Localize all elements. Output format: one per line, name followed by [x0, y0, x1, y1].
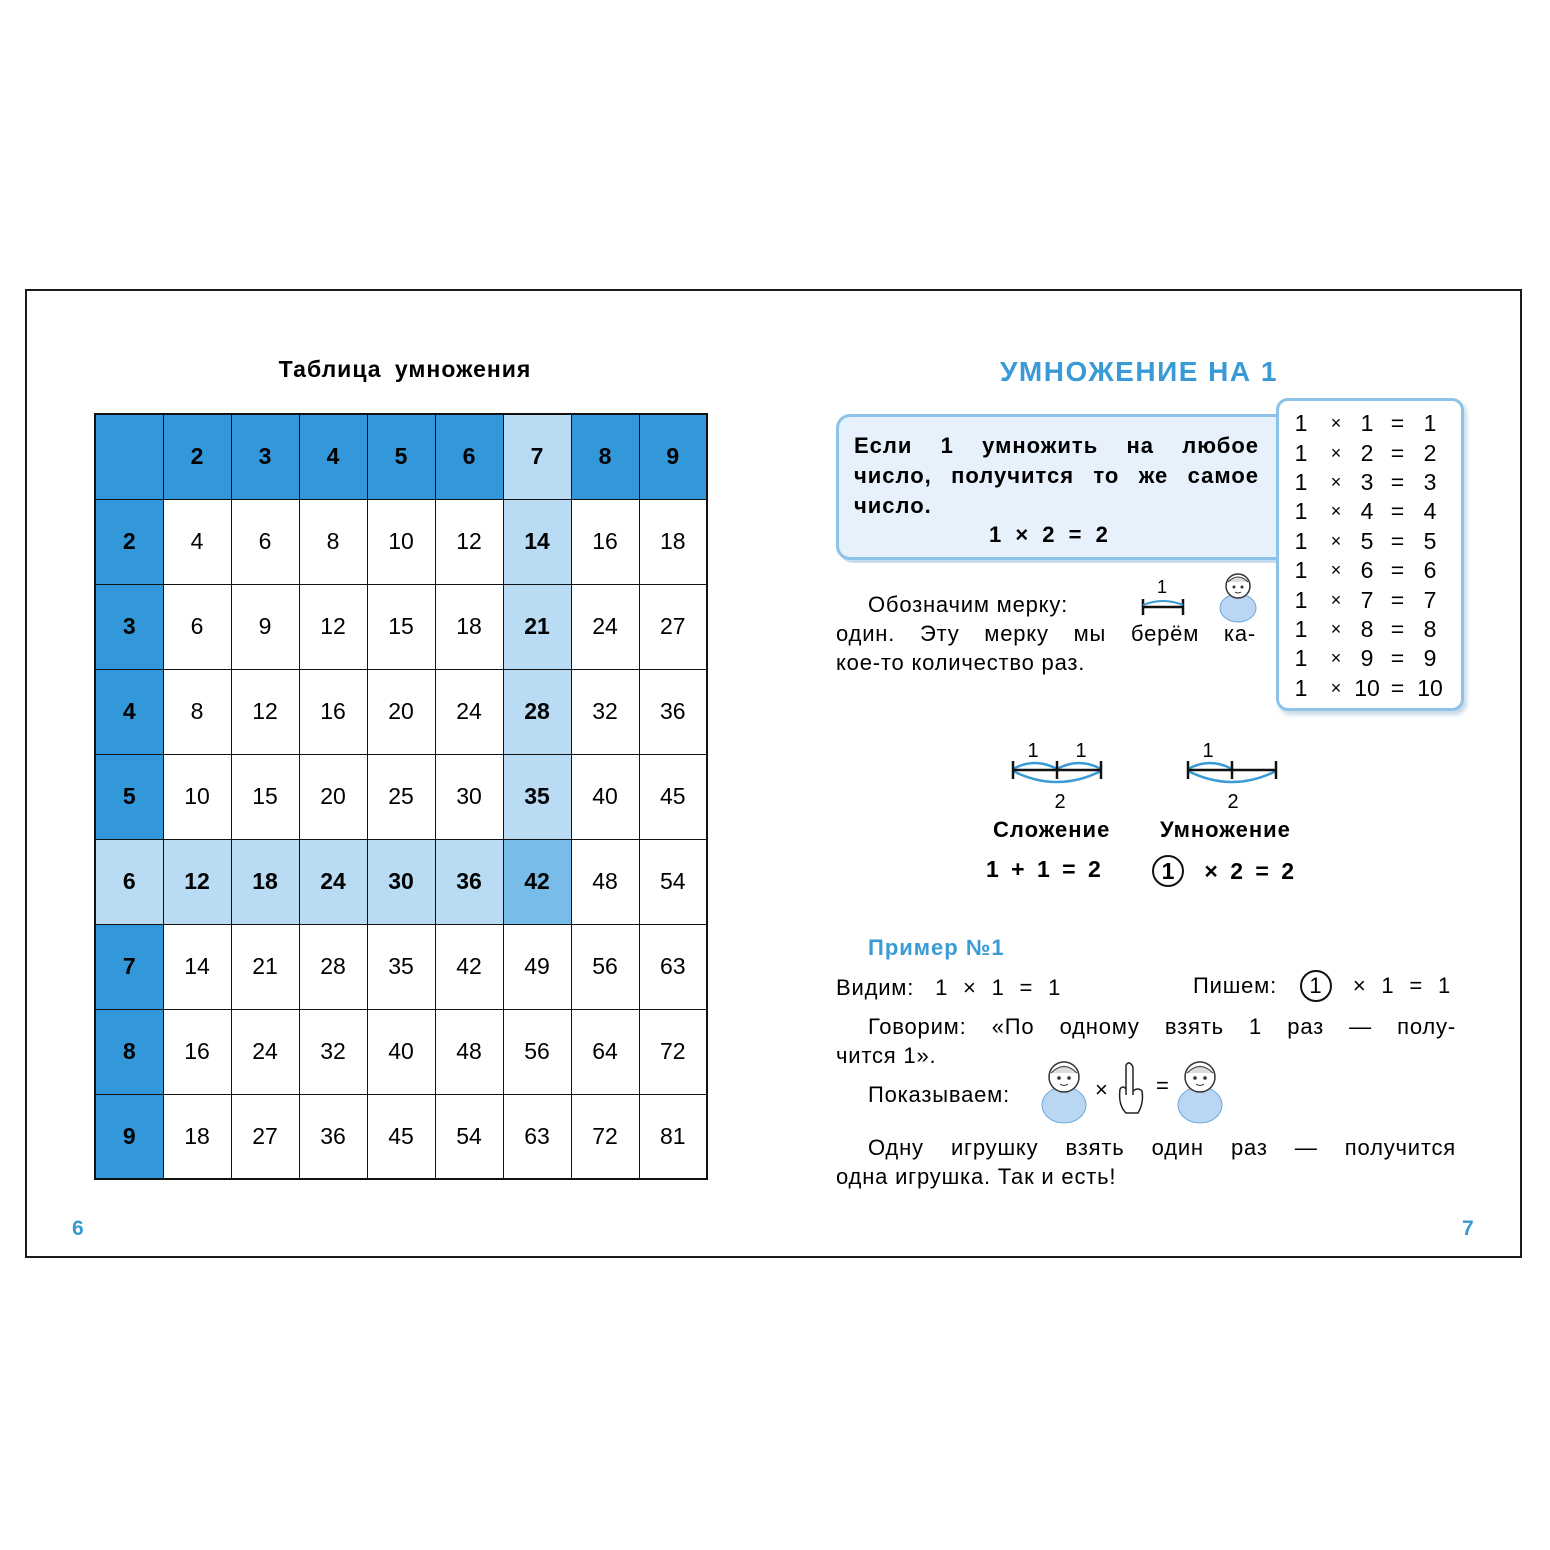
- svg-text:2: 2: [1227, 791, 1239, 813]
- table-cell: 12: [231, 669, 299, 754]
- equation-token: 1: [1294, 615, 1308, 642]
- table-cell: 63: [503, 1094, 571, 1179]
- equation-token: =: [1390, 527, 1405, 554]
- roly-poly-toy-icon: [1042, 1062, 1086, 1123]
- equation-token: =: [1390, 674, 1405, 701]
- table-cell: 16: [299, 669, 367, 754]
- table-cell: 56: [503, 1009, 571, 1094]
- svg-text:2: 2: [1054, 791, 1066, 813]
- equation-token: 7: [1423, 586, 1437, 613]
- table-cell: 56: [571, 924, 639, 1009]
- table-cell: 64: [571, 1009, 639, 1094]
- table-cell: 15: [367, 584, 435, 669]
- table-cell: 6: [163, 584, 231, 669]
- table-cell: 36: [435, 839, 503, 924]
- equation-token: ×: [1330, 589, 1342, 610]
- table-row: [95, 584, 707, 669]
- equation-row: [1279, 438, 1461, 467]
- equation-token: 9: [1423, 645, 1437, 672]
- equation-row: [1279, 644, 1461, 673]
- table-cell: 32: [299, 1009, 367, 1094]
- equation-token: 3: [1423, 468, 1437, 495]
- equation-token: 1: [1360, 410, 1374, 437]
- example-title: Пример №1: [868, 935, 1005, 960]
- table-cell: 40: [571, 754, 639, 839]
- row-header-cell: 5: [95, 754, 163, 839]
- table-cell: 45: [367, 1094, 435, 1179]
- page-number-right: 7: [1462, 1217, 1474, 1240]
- column-header-cell: 7: [503, 414, 571, 499]
- measure-line2: один. Эту мерку мы берём ка-: [836, 621, 1256, 646]
- table-cell: 12: [435, 499, 503, 584]
- equation-token: =: [1390, 468, 1405, 495]
- svg-text:1: 1: [1075, 740, 1087, 762]
- table-cell: 45: [639, 754, 707, 839]
- table-cell: 15: [231, 754, 299, 839]
- table-cell: 16: [571, 499, 639, 584]
- table-cell: 54: [639, 839, 707, 924]
- column-header-cell: 8: [571, 414, 639, 499]
- table-cell: 72: [571, 1094, 639, 1179]
- say-line2: чится 1».: [836, 1043, 937, 1068]
- equation-token: 1: [1423, 410, 1437, 437]
- equation-token: 1: [1294, 645, 1308, 672]
- table-cell: 8: [163, 669, 231, 754]
- equation-token: 1: [1294, 439, 1308, 466]
- table-cell: 36: [639, 669, 707, 754]
- svg-text:1: 1: [1027, 740, 1039, 762]
- equation-token: =: [1390, 410, 1405, 437]
- table-cell: 24: [571, 584, 639, 669]
- equation-token: =: [1390, 557, 1405, 584]
- equation-row: [1279, 527, 1461, 556]
- equation-token: ×: [1330, 648, 1342, 669]
- measure-line1: Обозначим мерку:: [868, 592, 1069, 617]
- write-line: Пишем: 1 × 1 = 1: [1193, 970, 1451, 1002]
- column-header-cell: [95, 414, 163, 499]
- equals-sign: =: [1156, 1073, 1169, 1098]
- equation-token: =: [1390, 615, 1405, 642]
- equation-token: 9: [1360, 645, 1374, 672]
- equation-row: [1279, 674, 1461, 703]
- table-cell: 40: [367, 1009, 435, 1094]
- table-cell: 24: [435, 669, 503, 754]
- table-cell: 35: [503, 754, 571, 839]
- equation-row: [1279, 497, 1461, 526]
- table-cell: 18: [639, 499, 707, 584]
- equation-token: 1: [1294, 410, 1308, 437]
- table-cell: 81: [639, 1094, 707, 1179]
- equation-token: 1: [1294, 498, 1308, 525]
- column-header-cell: 5: [367, 414, 435, 499]
- equation-token: ×: [1330, 530, 1342, 551]
- table-cell: 35: [367, 924, 435, 1009]
- table-cell: 6: [231, 499, 299, 584]
- equation-token: ×: [1330, 442, 1342, 463]
- addition-equation: 1 + 1 = 2: [986, 856, 1101, 882]
- table-cell: 25: [367, 754, 435, 839]
- times-sign: ×: [1095, 1077, 1108, 1102]
- table-cell: 49: [503, 924, 571, 1009]
- rule-equation: 1 × 2 = 2: [989, 522, 1108, 547]
- measure-label: 1: [1156, 577, 1168, 597]
- multiplication-equation: 1 × 2 = 2: [1152, 855, 1294, 887]
- table-cell: 20: [299, 754, 367, 839]
- equation-token: 1: [1294, 586, 1308, 613]
- equation-token: 4: [1360, 498, 1374, 525]
- table-cell: 28: [299, 924, 367, 1009]
- page-title: УМНОЖЕНИЕ НА 1: [1000, 356, 1278, 387]
- equation-token: 2: [1423, 439, 1437, 466]
- table-row: [95, 1009, 707, 1094]
- equation-token: 3: [1360, 468, 1374, 495]
- equation-token: 5: [1360, 527, 1374, 554]
- row-header-cell: 4: [95, 669, 163, 754]
- table-cell: 27: [231, 1094, 299, 1179]
- table-cell: 9: [231, 584, 299, 669]
- table-cell: 30: [367, 839, 435, 924]
- equation-token: 8: [1423, 615, 1437, 642]
- equation-token: 1: [1294, 527, 1308, 554]
- column-header-cell: 6: [435, 414, 503, 499]
- see-line: Видим: 1 × 1 = 1: [836, 975, 1062, 1000]
- measure-line3: кое-то количество раз.: [836, 650, 1086, 675]
- row-header-cell: 7: [95, 924, 163, 1009]
- table-row: [95, 499, 707, 584]
- addition-diagram: [1005, 735, 1110, 815]
- row-header-cell: 9: [95, 1094, 163, 1179]
- table-cell: 54: [435, 1094, 503, 1179]
- page-number-left: 6: [72, 1217, 84, 1240]
- one-finger-hand-icon: [1120, 1063, 1143, 1113]
- equation-token: 2: [1360, 439, 1374, 466]
- multiplication-caption: Умножение: [1160, 817, 1291, 842]
- table-cell: 36: [299, 1094, 367, 1179]
- table-row: [95, 839, 707, 924]
- equation-token: =: [1390, 498, 1405, 525]
- equation-token: 6: [1360, 557, 1374, 584]
- table-cell: 18: [163, 1094, 231, 1179]
- table-cell: 16: [163, 1009, 231, 1094]
- equation-token: 1: [1294, 674, 1308, 701]
- equation-token: 1: [1294, 557, 1308, 584]
- row-header-cell: 3: [95, 584, 163, 669]
- table-cell: 30: [435, 754, 503, 839]
- table-cell: 14: [163, 924, 231, 1009]
- show-label: Показываем:: [868, 1082, 1010, 1107]
- row-header-cell: 2: [95, 499, 163, 584]
- row-header-cell: 6: [95, 839, 163, 924]
- equation-row: [1279, 556, 1461, 585]
- table-cell: 8: [299, 499, 367, 584]
- equation-token: ×: [1330, 677, 1342, 698]
- equation-row: [1279, 615, 1461, 644]
- table-cell: 24: [299, 839, 367, 924]
- measure-icon: [1138, 575, 1190, 617]
- equation-token: =: [1390, 439, 1405, 466]
- table-cell: 72: [639, 1009, 707, 1094]
- equation-token: ×: [1330, 501, 1342, 522]
- row-header-cell: 8: [95, 1009, 163, 1094]
- multiplication-diagram: [1180, 735, 1285, 815]
- column-header-cell: 9: [639, 414, 707, 499]
- table-cell: 21: [231, 924, 299, 1009]
- circled-one-example: 1: [1300, 970, 1332, 1002]
- table-cell: 10: [367, 499, 435, 584]
- equations-list: [1276, 398, 1464, 711]
- column-header-cell: 4: [299, 414, 367, 499]
- addition-caption: Сложение: [993, 817, 1111, 842]
- equation-token: ×: [1330, 560, 1342, 581]
- table-header-row: [95, 414, 707, 499]
- equation-row: [1279, 468, 1461, 497]
- equation-token: ×: [1330, 471, 1342, 492]
- show-illustration: [1038, 1055, 1232, 1127]
- rule-text: Если 1 умножить на любое число, получится то же самое число.: [854, 433, 1259, 518]
- table-row: [95, 924, 707, 1009]
- table-cell: 48: [571, 839, 639, 924]
- table-row: [95, 669, 707, 754]
- conclusion-line2: одна игрушка. Так и есть!: [836, 1164, 1117, 1189]
- table-cell: 48: [435, 1009, 503, 1094]
- table-cell: 24: [231, 1009, 299, 1094]
- table-cell: 4: [163, 499, 231, 584]
- equation-token: 4: [1423, 498, 1437, 525]
- equation-token: 6: [1423, 557, 1437, 584]
- equation-token: ×: [1330, 618, 1342, 639]
- equation-token: =: [1390, 645, 1405, 672]
- table-cell: 14: [503, 499, 571, 584]
- roly-poly-toy-icon: [1214, 568, 1262, 624]
- column-header-cell: 2: [163, 414, 231, 499]
- table-cell: 63: [639, 924, 707, 1009]
- table-row: [95, 754, 707, 839]
- table-cell: 20: [367, 669, 435, 754]
- equation-token: ×: [1330, 413, 1342, 434]
- table-cell: 10: [163, 754, 231, 839]
- circled-one: 1: [1152, 855, 1184, 887]
- equation-token: 7: [1360, 586, 1374, 613]
- equation-token: 10: [1354, 674, 1380, 701]
- say-line1: Говорим: «По одному взять 1 раз — полу-: [868, 1014, 1456, 1039]
- column-header-cell: 3: [231, 414, 299, 499]
- rule-box: [836, 414, 1296, 560]
- table-cell: 32: [571, 669, 639, 754]
- multiplication-table: [94, 413, 708, 1180]
- equation-token: 5: [1423, 527, 1437, 554]
- roly-poly-toy-icon: [1178, 1062, 1222, 1123]
- equation-token: 10: [1417, 674, 1443, 701]
- table-cell: 42: [435, 924, 503, 1009]
- equation-row: [1279, 585, 1461, 614]
- table-cell: 12: [163, 839, 231, 924]
- table-cell: 42: [503, 839, 571, 924]
- equation-row: [1279, 409, 1461, 438]
- table-title: Таблица умножения: [278, 356, 532, 382]
- table-cell: 21: [503, 584, 571, 669]
- equation-token: 8: [1360, 615, 1374, 642]
- table-cell: 28: [503, 669, 571, 754]
- table-cell: 18: [231, 839, 299, 924]
- equation-token: =: [1390, 586, 1405, 613]
- svg-text:1: 1: [1202, 740, 1214, 762]
- table-cell: 12: [299, 584, 367, 669]
- equation-token: 1: [1294, 468, 1308, 495]
- table-cell: 18: [435, 584, 503, 669]
- table-row: [95, 1094, 707, 1179]
- conclusion-line1: Одну игрушку взять один раз — получится: [868, 1135, 1456, 1160]
- table-cell: 27: [639, 584, 707, 669]
